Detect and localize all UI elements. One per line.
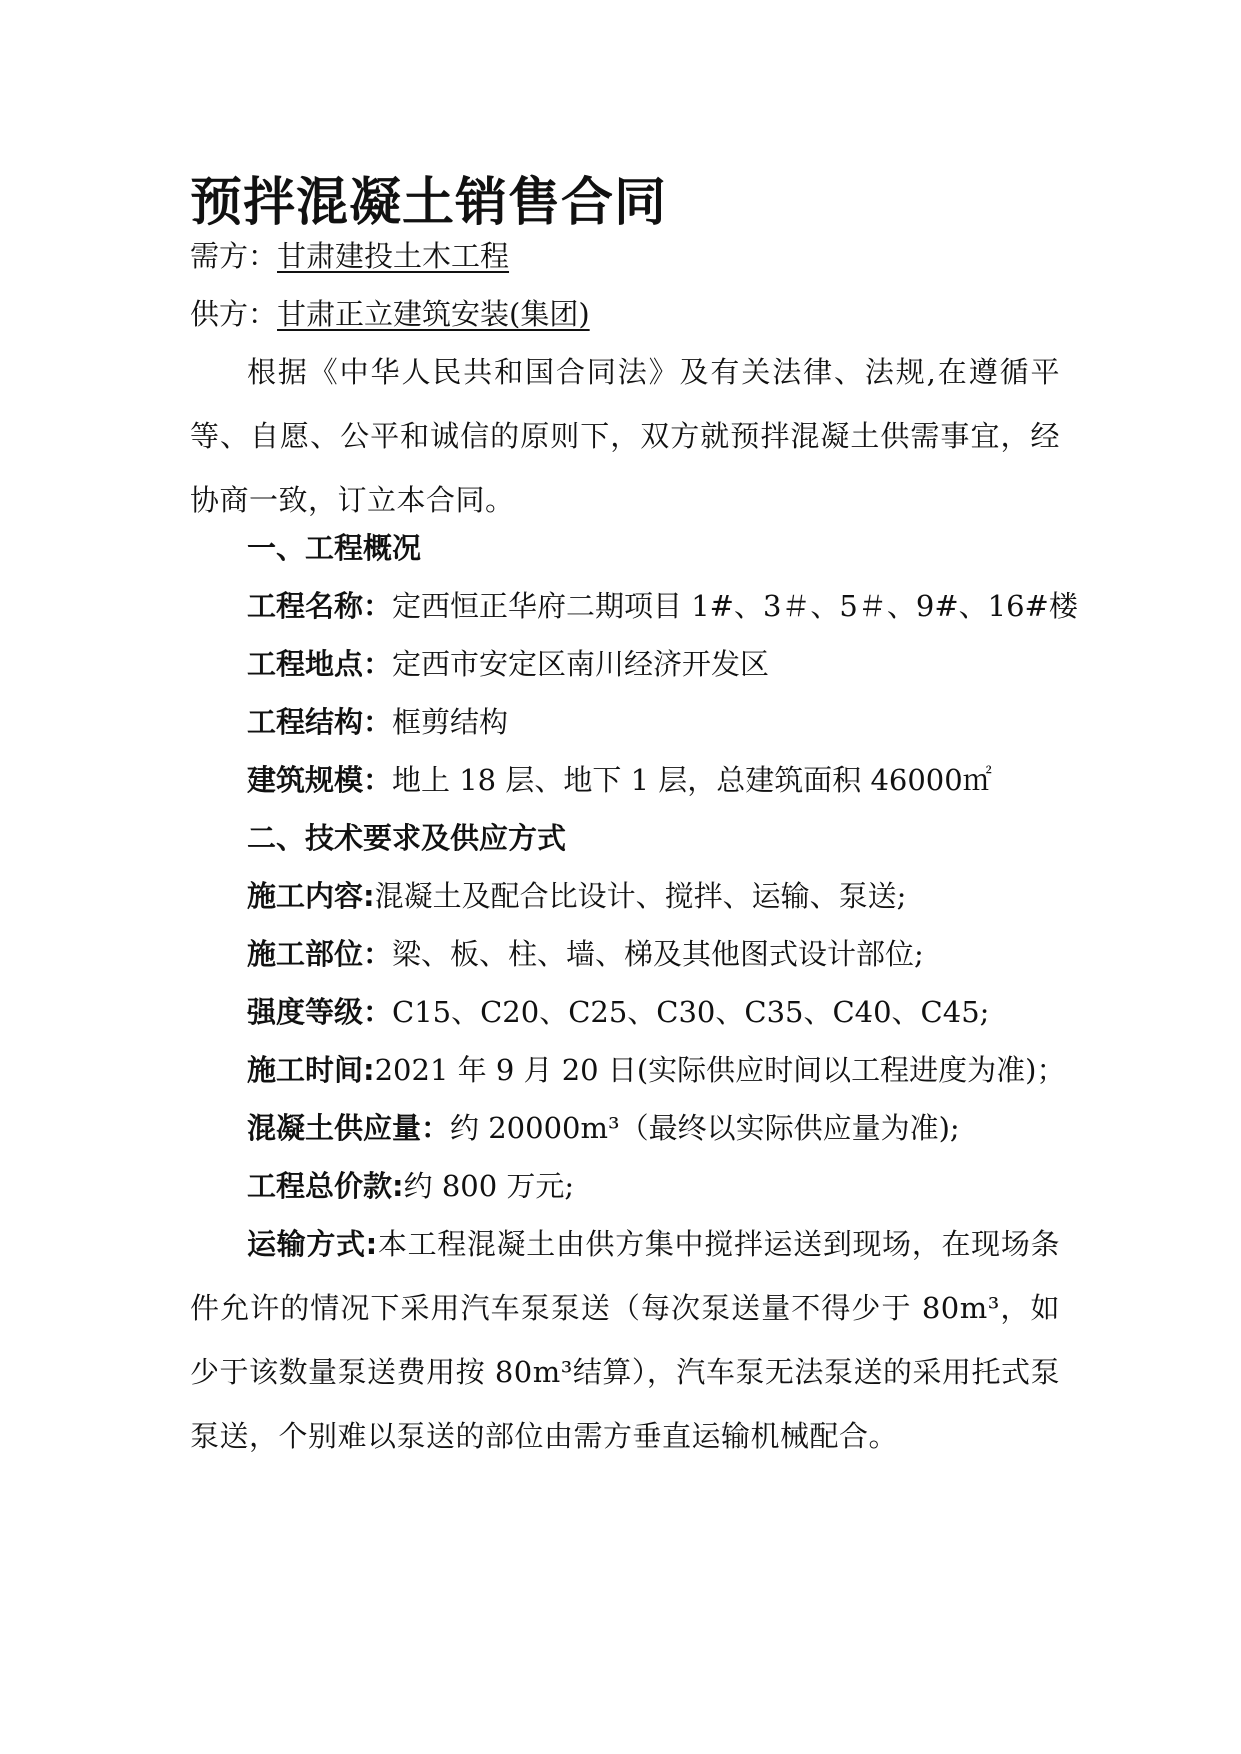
construction-content-line: [247, 864, 1060, 928]
item-label: 施工时间:: [247, 1053, 375, 1087]
item-label: 工程地点：: [247, 647, 393, 681]
item-value: 框剪结构: [392, 705, 509, 739]
construction-parts-line: [247, 922, 1060, 986]
item-value: 定西市安定区南川经济开发区: [392, 647, 770, 681]
project-location-line: [247, 632, 1060, 696]
item-value: 梁、板、柱、墙、梯及其他图式设计部位;: [392, 937, 924, 971]
item-value: 地上 18 层、地下 1 层，总建筑面积 46000㎡: [392, 763, 992, 797]
item-label: 工程总价款:: [247, 1169, 404, 1203]
preamble-paragraph: 根据《中华人民共和国合同法》及有关法律、法规,在遵循平等、自愿、公平和诚信的原则下，双方就预拌混凝土供需事宜，经协商一致，订立本合同。: [190, 355, 1060, 517]
project-name-line: [247, 574, 1078, 638]
item-label: 强度等级：: [247, 995, 393, 1029]
supply-quantity-line: [247, 1096, 1060, 1160]
transport-paragraph: [190, 1212, 1060, 1468]
item-value: 约 20000m³（最终以实际供应量为准);: [450, 1111, 960, 1145]
item-value: 约 800 万元;: [403, 1169, 575, 1203]
item-label: 建筑规模：: [247, 763, 393, 797]
buyer-name: 甘肃建投土木工程: [277, 239, 510, 273]
item-value: 定西恒正华府二期项目 1#、3＃、5＃、9#、16#楼: [392, 589, 1078, 623]
section2-heading: 二、技术要求及供应方式: [247, 821, 567, 855]
supplier-line: [190, 282, 1060, 346]
item-label: 工程名称：: [247, 589, 393, 623]
supplier-name: 甘肃正立建筑安装(集团): [277, 297, 590, 331]
item-label: 施工内容:: [247, 879, 375, 913]
section1-heading: 一、工程概况: [247, 531, 422, 565]
transport-text: 本工程混凝土由供方集中搅拌运送到现场，在现场条件允许的情况下采用汽车泵泵送（每次泵送量不得少于 80m³，如少于该数量泵送费用按 80m³结算），汽车泵无法泵送的采用托式泵泵送，个别难以泵送的部位由需方垂直运输机械配合。: [190, 1227, 1060, 1453]
building-scale-line: [247, 748, 1060, 812]
item-value: 2021 年 9 月 20 日(实际供应时间以工程进度为准)；: [374, 1053, 1066, 1087]
item-label: 工程结构：: [247, 705, 393, 739]
supplier-label: 供方：: [190, 297, 278, 331]
project-structure-line: [247, 690, 1060, 754]
construction-time-line: [247, 1038, 1066, 1102]
total-price-line: [247, 1154, 1060, 1218]
buyer-line: [190, 224, 1060, 288]
document-title: 预拌混凝土销售合同: [190, 173, 668, 233]
transport-label: 运输方式:: [247, 1227, 378, 1261]
item-value: C15、C20、C25、C30、C35、C40、C45;: [392, 995, 990, 1029]
strength-grade-line: [247, 980, 1060, 1044]
item-label: 施工部位：: [247, 937, 393, 971]
item-label: 混凝土供应量：: [247, 1111, 451, 1145]
buyer-label: 需方：: [190, 239, 278, 273]
item-value: 混凝土及配合比设计、搅拌、运输、泵送;: [374, 879, 907, 913]
